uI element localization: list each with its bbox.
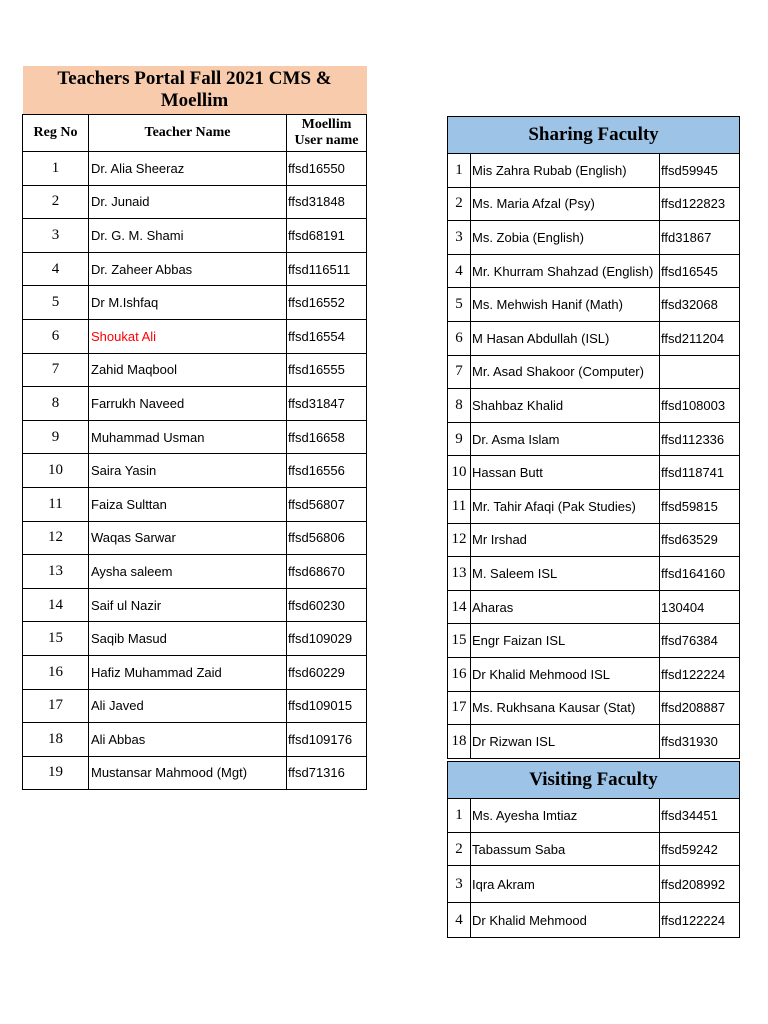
teacher-username: ffsd16658 [287,420,367,454]
sharing-faculty-reg-no: 4 [448,254,471,288]
sharing-faculty-row [448,254,740,288]
sharing-faculty-row [448,725,740,759]
sharing-faculty-name: Mis Zahra Rubab (English) [471,154,660,188]
teacher-row [23,319,367,353]
teacher-row [23,454,367,488]
sharing-faculty-reg-no: 3 [448,221,471,255]
sharing-faculty-reg-no: 5 [448,288,471,322]
sharing-faculty-username: ffsd16545 [660,254,740,288]
visiting-faculty-reg-no: 2 [448,833,471,866]
teacher-name: Zahid Maqbool [89,353,287,387]
teacher-row [23,588,367,622]
teacher-username: ffsd68191 [287,219,367,253]
sharing-faculty-reg-no: 6 [448,321,471,355]
teacher-username: ffsd16550 [287,152,367,186]
teacher-row [23,286,367,320]
sharing-faculty-username: ffsd31930 [660,725,740,759]
teacher-name: Hafiz Muhammad Zaid [89,655,287,689]
sharing-faculty-username [660,355,740,389]
teacher-name: Ali Javed [89,689,287,723]
teacher-reg-no: 10 [23,454,89,488]
sharing-faculty-reg-no: 12 [448,523,471,557]
sharing-faculty-name: Ms. Mehwish Hanif (Math) [471,288,660,322]
sharing-faculty-row [448,456,740,490]
sharing-faculty-row [448,389,740,423]
teacher-username: ffsd60229 [287,655,367,689]
teacher-reg-no: 12 [23,521,89,555]
teacher-row [23,756,367,790]
teacher-row [23,487,367,521]
teacher-row [23,219,367,253]
teacher-reg-no: 4 [23,252,89,286]
teacher-row [23,655,367,689]
sharing-faculty-username: ffsd112336 [660,422,740,456]
sharing-faculty-username: ffsd164160 [660,557,740,591]
teacher-name: Farrukh Naveed [89,387,287,421]
visiting-faculty-name: Dr Khalid Mehmood [471,903,660,938]
header-username: Moellim User name [287,115,367,152]
sharing-faculty-reg-no: 9 [448,422,471,456]
visiting-faculty-row [448,866,740,903]
teacher-username: ffsd31848 [287,185,367,219]
teacher-name: Dr. Junaid [89,185,287,219]
teacher-username: ffsd109029 [287,622,367,656]
teacher-username: ffsd16554 [287,319,367,353]
sharing-faculty-reg-no: 10 [448,456,471,490]
sharing-faculty-username: ffsd32068 [660,288,740,322]
sharing-faculty-username: 130404 [660,590,740,624]
teacher-reg-no: 17 [23,689,89,723]
sharing-faculty-table [447,116,740,759]
teacher-reg-no: 14 [23,588,89,622]
visiting-faculty-reg-no: 4 [448,903,471,938]
sharing-faculty-reg-no: 1 [448,154,471,188]
visiting-faculty-username: ffsd59242 [660,833,740,866]
teacher-name: Mustansar Mahmood (Mgt) [89,756,287,790]
teacher-row [23,353,367,387]
header-reg-no: Reg No [23,115,89,152]
sharing-faculty-reg-no: 14 [448,590,471,624]
teacher-username: ffsd56807 [287,487,367,521]
sharing-faculty-name: Mr. Tahir Afaqi (Pak Studies) [471,489,660,523]
sharing-faculty-reg-no: 17 [448,691,471,725]
visiting-faculty-name: Ms. Ayesha Imtiaz [471,799,660,833]
visiting-faculty-name: Iqra Akram [471,866,660,903]
sharing-faculty-reg-no: 18 [448,725,471,759]
sharing-faculty-name: Ms. Zobia (English) [471,221,660,255]
sharing-faculty-body [448,154,740,759]
teacher-name: Aysha saleem [89,555,287,589]
sharing-faculty-name: Shahbaz Khalid [471,389,660,423]
visiting-faculty-row [448,903,740,938]
visiting-faculty-reg-no: 1 [448,799,471,833]
teacher-name: Shoukat Ali [89,319,287,353]
sharing-faculty-username: ffd31867 [660,221,740,255]
visiting-faculty-reg-no: 3 [448,866,471,903]
teacher-row [23,420,367,454]
teacher-row [23,252,367,286]
teacher-row [23,555,367,589]
sharing-faculty-username: ffsd118741 [660,456,740,490]
teacher-row [23,622,367,656]
sharing-faculty-name: M Hasan Abdullah (ISL) [471,321,660,355]
teacher-name: Saif ul Nazir [89,588,287,622]
sharing-faculty-row [448,154,740,188]
header-teacher-name: Teacher Name [89,115,287,152]
sharing-faculty-name: Mr. Khurram Shahzad (English) [471,254,660,288]
teacher-reg-no: 18 [23,723,89,757]
visiting-faculty-username: ffsd208992 [660,866,740,903]
sharing-faculty-row [448,187,740,221]
sharing-faculty-reg-no: 8 [448,389,471,423]
teacher-reg-no: 7 [23,353,89,387]
sharing-faculty-row [448,422,740,456]
sharing-faculty-name: M. Saleem ISL [471,557,660,591]
sharing-faculty-username: ffsd63529 [660,523,740,557]
teacher-name: Dr. Zaheer Abbas [89,252,287,286]
teacher-name: Saira Yasin [89,454,287,488]
visiting-faculty-body [448,799,740,938]
visiting-faculty-title: Visiting Faculty [448,762,740,799]
visiting-faculty-username: ffsd34451 [660,799,740,833]
sharing-faculty-username: ffsd59815 [660,489,740,523]
teacher-username: ffsd71316 [287,756,367,790]
sharing-faculty-row [448,624,740,658]
sharing-faculty-title: Sharing Faculty [448,117,740,154]
teacher-username: ffsd16555 [287,353,367,387]
sharing-faculty-reg-no: 15 [448,624,471,658]
sharing-faculty-row [448,221,740,255]
teacher-name: Ali Abbas [89,723,287,757]
sharing-faculty-row [448,489,740,523]
sharing-faculty-row [448,288,740,322]
teacher-username: ffsd16556 [287,454,367,488]
teacher-reg-no: 19 [23,756,89,790]
teacher-row [23,689,367,723]
sharing-faculty-name: Dr. Asma Islam [471,422,660,456]
sharing-faculty-username: ffsd211204 [660,321,740,355]
sharing-faculty-name: Engr Faizan ISL [471,624,660,658]
sharing-faculty-row [448,557,740,591]
teacher-reg-no: 15 [23,622,89,656]
sharing-faculty-row [448,523,740,557]
sharing-faculty-reg-no: 2 [448,187,471,221]
teachers-table-body [23,152,367,790]
teacher-row [23,387,367,421]
teacher-row [23,185,367,219]
teachers-table-title: Teachers Portal Fall 2021 CMS & Moellim [23,66,367,115]
teacher-reg-no: 3 [23,219,89,253]
visiting-faculty-row [448,833,740,866]
sharing-faculty-row [448,321,740,355]
sharing-faculty-username: ffsd122823 [660,187,740,221]
sharing-faculty-name: Mr Irshad [471,523,660,557]
teacher-reg-no: 16 [23,655,89,689]
sharing-faculty-row [448,691,740,725]
teacher-row [23,521,367,555]
teacher-username: ffsd16552 [287,286,367,320]
teacher-name: Dr. G. M. Shami [89,219,287,253]
sharing-faculty-name: Dr Khalid Mehmood ISL [471,657,660,691]
teacher-username: ffsd109015 [287,689,367,723]
visiting-faculty-name: Tabassum Saba [471,833,660,866]
sharing-faculty-row [448,657,740,691]
teacher-name: Faiza Sulttan [89,487,287,521]
teacher-name: Saqib Masud [89,622,287,656]
visiting-faculty-table [447,761,740,938]
sharing-faculty-username: ffsd59945 [660,154,740,188]
sharing-faculty-name: Ms. Maria Afzal (Psy) [471,187,660,221]
sharing-faculty-reg-no: 13 [448,557,471,591]
teacher-reg-no: 1 [23,152,89,186]
sharing-faculty-name: Hassan Butt [471,456,660,490]
teacher-row [23,723,367,757]
teacher-reg-no: 8 [23,387,89,421]
teacher-username: ffsd116511 [287,252,367,286]
teacher-reg-no: 5 [23,286,89,320]
sharing-faculty-username: ffsd122224 [660,657,740,691]
visiting-faculty-username: ffsd122224 [660,903,740,938]
teachers-table [22,66,367,790]
visiting-faculty-row [448,799,740,833]
teacher-name: Waqas Sarwar [89,521,287,555]
sharing-faculty-name: Aharas [471,590,660,624]
teacher-name: Muhammad Usman [89,420,287,454]
teacher-name: Dr M.Ishfaq [89,286,287,320]
sharing-faculty-row [448,355,740,389]
teacher-username: ffsd60230 [287,588,367,622]
sharing-faculty-reg-no: 16 [448,657,471,691]
sharing-faculty-username: ffsd208887 [660,691,740,725]
sharing-faculty-name: Ms. Rukhsana Kausar (Stat) [471,691,660,725]
sharing-faculty-username: ffsd108003 [660,389,740,423]
teacher-name: Dr. Alia Sheeraz [89,152,287,186]
sharing-faculty-row [448,590,740,624]
teacher-username: ffsd31847 [287,387,367,421]
teacher-username: ffsd68670 [287,555,367,589]
sharing-faculty-reg-no: 7 [448,355,471,389]
sharing-faculty-name: Mr. Asad Shakoor (Computer) [471,355,660,389]
teacher-username: ffsd109176 [287,723,367,757]
teacher-row [23,152,367,186]
sharing-faculty-reg-no: 11 [448,489,471,523]
teacher-reg-no: 2 [23,185,89,219]
sharing-faculty-username: ffsd76384 [660,624,740,658]
teacher-reg-no: 13 [23,555,89,589]
teacher-reg-no: 9 [23,420,89,454]
teacher-reg-no: 11 [23,487,89,521]
teacher-reg-no: 6 [23,319,89,353]
teacher-username: ffsd56806 [287,521,367,555]
sharing-faculty-name: Dr Rizwan ISL [471,725,660,759]
